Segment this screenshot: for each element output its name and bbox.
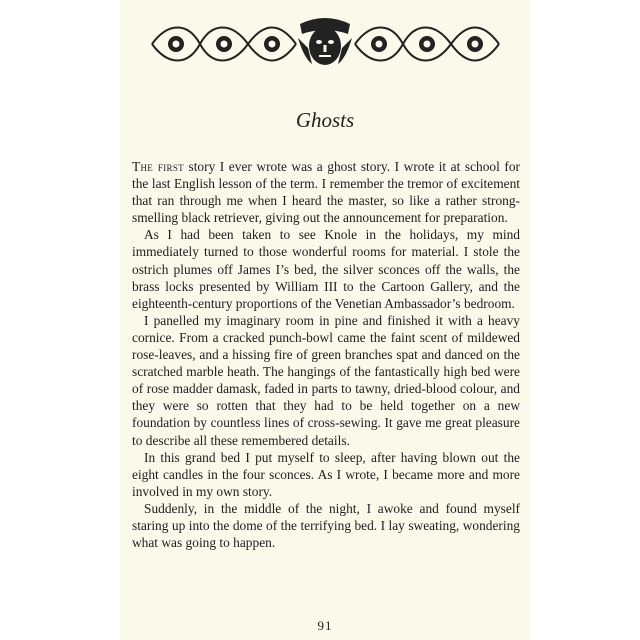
paragraph: In this grand bed I put myself to sleep, after having blown out the eight candles in the four sconces. As I wrote, I became more and more involved in my own story. (132, 449, 520, 499)
body-text (132, 158, 520, 551)
paragraph: Suddenly, in the middle of the night, I awoke and found myself staring up into the dome of the terrifying bed. I lay sweating, wondering what was going to happen. (132, 500, 520, 551)
page-number: 91 (317, 618, 333, 633)
paragraph: I panelled my imaginary room in pine and finished it with a heavy cornice. From a cracked punch-bowl came the faint scent of mildewed rose-leaves, and a hissing fire of green branches spat and danced on the scratched marble heath. The hangings of the fantastically high bed were of rose madder damask, faded in parts to tawny, dried-blood colour, and they were so rotten that they had to be held together on a new foundation by countless lines of cross-sewing. It gave me great pleasure to describe all these remembered details. (132, 312, 520, 448)
paragraph-text: story I ever wrote was a ghost story. I wrote it at school for the last English lesson of the term. I remember the tremor of excitement that ran through me when I heard the master, so like a rather strong-smelling black retriever, giving out the announcement for preparation. (132, 159, 521, 226)
paragraph-lead-smallcaps: The first (132, 159, 184, 174)
chapter-title: Ghosts (295, 108, 355, 132)
paragraph: As I had been taken to see Knole in the holidays, my mind immediately turned to those wonderful rooms for material. I stole the ostrich plumes off James I’s bed, the silver sconces off the walls, the brass locks presented by William III to the Cartoon Gallery, and the eighteenth-century proportions of the Venetian Ambassador’s bedroom. (132, 227, 520, 311)
decorative-headpiece-ornament (148, 18, 503, 70)
book-page (120, 0, 530, 640)
paragraph (132, 158, 520, 226)
